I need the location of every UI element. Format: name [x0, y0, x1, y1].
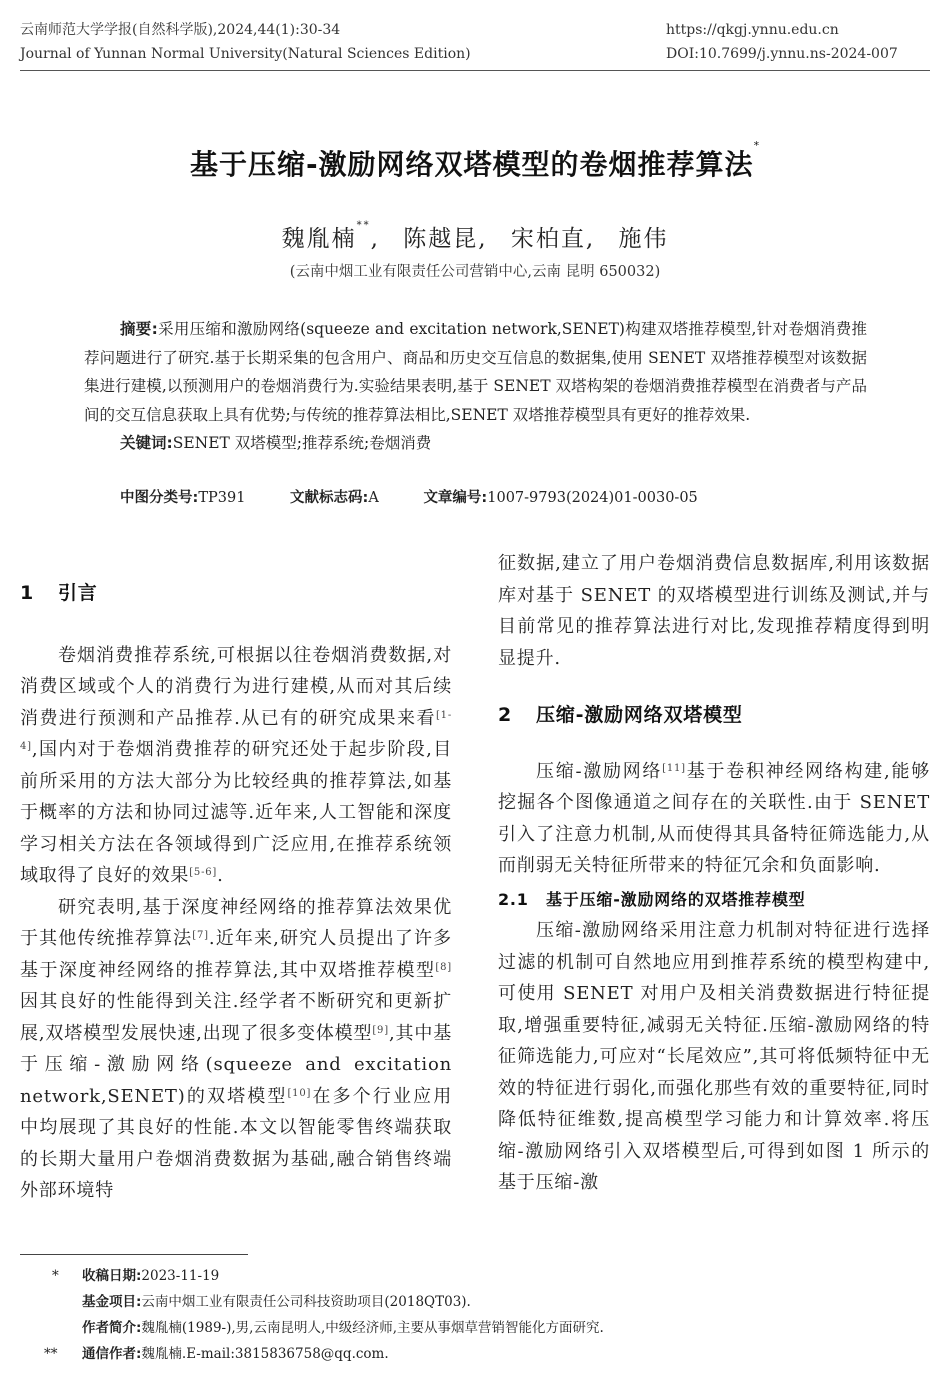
citation[interactable]: [5-6] [189, 867, 218, 878]
author-name: 魏胤楠 [281, 226, 357, 252]
paragraph-text: 研究表明,基于深度神经网络的推荐算法效果优于其他传统推荐算法 [20, 896, 452, 949]
paragraph: 压缩-激励网络采用注意力机制对特征进行选择过滤的机制可自然地应用到推荐系统的模型构建中,可使用 SENET 对用户及相关消费数据进行特征提取,增强重要特征,减弱无关特征.压缩-激励网络的特征筛选能力,可应对“长尾效应”,其可将低频特征中无效的特征进行弱化,而强化那些有效的重要特征,同时降低特征维数,提高模型学习能力和计算效率.将压缩-激励网络引入双塔模型后,可得到如图 1 所示的基于压缩-激 [498, 920, 930, 1193]
paragraph-text: 基于卷积神经网络构建,能够挖掘各个图像通道之间存在的关联性.由于 SENET 引入了注意力机制,从而使得其具备特征筛选能力,从而削弱无关特征所带来的特征冗余和负面影响. [498, 760, 930, 876]
left-column [20, 578, 452, 1207]
footnote-mark: * [52, 1268, 59, 1284]
section-number: 2 [498, 704, 513, 726]
subsection-number: 2.1 [498, 889, 529, 909]
bio-label: 作者简介: [82, 1320, 142, 1336]
author-name: 陈越昆 [403, 226, 479, 252]
section-title: 压缩-激励网络双塔模型 [536, 704, 743, 726]
paragraph-text: 卷烟消费推荐系统,可根据以往卷烟消费数据,对消费区域或个人的消费行为进行建模,从而对其后续消费进行预测和产品推荐.从已有的研究成果来看 [20, 644, 452, 729]
paragraph-text: 压缩-激励网络 [536, 760, 663, 782]
author-name: 施伟 [618, 226, 669, 252]
paragraph-text: 在多个行业应用中均展现了其良好的性能.本文以智能零售终端获取的长期大量用户卷烟消费数据为基础,融合销售终端外部环境特 [20, 1085, 452, 1201]
author-list: 魏胤楠**, 陈越昆, 宋柏直, 施伟 [281, 220, 669, 252]
footnote-received [20, 1263, 930, 1289]
affiliation: (云南中烟工业有限责任公司营销中心,云南 昆明 650032) [289, 264, 661, 280]
citation[interactable]: [1-4] [20, 709, 452, 752]
citation[interactable]: [10] [287, 1087, 312, 1099]
paper-title-text: 基于压缩-激励网络双塔模型的卷烟推荐算法 [189, 148, 754, 181]
footnote-rule [20, 1254, 248, 1255]
received-date: 2023-11-19 [141, 1268, 220, 1284]
doc-code-label: 文献标志码: [290, 490, 369, 506]
footnotes [20, 1263, 930, 1367]
journal-citation: 云南师范大学学报(自然科学版),2024,44(1):30-34 [20, 22, 341, 38]
paragraph [498, 756, 930, 882]
title-footnote-mark: * [753, 139, 761, 152]
doi[interactable]: DOI:10.7699/j.ynnu.ns-2024-007 [666, 46, 898, 62]
keywords: SENET 双塔模型;推荐系统;卷烟消费 [172, 434, 432, 452]
corr-label: 通信作者: [82, 1346, 142, 1362]
right-column [498, 548, 930, 1199]
section-1-heading [20, 578, 452, 610]
author-mark: ** [356, 220, 371, 231]
paragraph-text: ,其中基于压缩-激励网络(squeeze and excitation network,SENET)的双塔模型 [20, 1022, 452, 1107]
citation[interactable]: [11] [662, 762, 686, 774]
received-label: 收稿日期: [82, 1268, 142, 1284]
paragraph [20, 640, 452, 892]
doc-code-value: A [368, 490, 379, 506]
classification-row [120, 486, 738, 507]
paragraph [20, 892, 452, 1207]
fund-text: 云南中烟工业有限责任公司科技资助项目(2018QT03). [141, 1294, 471, 1310]
footnote-mark: ** [44, 1346, 58, 1362]
paragraph-text: . [217, 865, 224, 886]
keywords-label: 关键词: [120, 434, 173, 452]
fund-label: 基金项目: [82, 1294, 142, 1310]
subsection-heading [498, 884, 930, 916]
journal-url[interactable]: https://qkgj.ynnu.edu.cn [666, 22, 839, 38]
abstract-block [84, 315, 867, 458]
paragraph-text: 因其良好的性能得到关注.经学者不断研究和更新扩展,双塔模型发展快速,出现了很多变体模型 [20, 991, 452, 1044]
paragraph-text: ,国内对于卷烟消费推荐的研究还处于起步阶段,目前所采用的方法大部分为比较经典的推荐算法,如基于概率的方法和协同过滤等.近年来,人工智能和深度学习相关方法在各领域得到广泛应用,在推荐系统领域取得了良好的效果 [20, 739, 452, 886]
abstract-text: 采用压缩和激励网络(squeeze and excitation network,SENET)构建双塔推荐模型,针对卷烟消费推荐问题进行了研究.基于长期采集的包含用户、商品和历史交互信息的数据集,使用 SENET 双塔推荐模型对该数据集进行建模,以预测用户的卷烟消费行为.实验结果表明,基于 SENET 双塔构架的卷烟消费推荐模型在消费者与产品间的交互信息获取上具有优势;与传统的推荐算法相比,SENET 双塔推荐模型具有更好的推荐效果. [84, 320, 867, 424]
paper-title [0, 139, 950, 183]
paragraph-text: .近年来,研究人员提出了许多基于深度神经网络的推荐算法,其中双塔推荐模型 [20, 928, 452, 981]
clc-value: TP391 [198, 490, 246, 506]
footnote-fund [20, 1289, 930, 1315]
section-2-heading [498, 700, 930, 732]
section-number: 1 [20, 582, 35, 604]
citation[interactable]: [7] [192, 930, 209, 941]
author-name: 宋柏直 [510, 226, 586, 252]
section-title: 引言 [58, 582, 98, 604]
article-no-label: 文章编号: [423, 490, 488, 506]
paragraph: 征数据,建立了用户卷烟消费信息数据库,利用该数据库对基于 SENET 的双塔模型进行训练及测试,并与目前常见的推荐算法进行对比,发现推荐精度得到明显提升. [498, 553, 930, 669]
footnote-bio [20, 1315, 930, 1341]
journal-name-english: Journal of Yunnan Normal University(Natural Sciences Edition) [20, 46, 471, 62]
article-no-value: 1007-9793(2024)01-0030-05 [487, 490, 698, 506]
header-rule [20, 70, 930, 71]
citation[interactable]: [9] [372, 1024, 389, 1036]
footnote-correspondence [20, 1341, 930, 1367]
bio-text: 魏胤楠(1989-),男,云南昆明人,中级经济师,主要从事烟草营销智能化方面研究. [141, 1320, 604, 1336]
subsection-title: 基于压缩-激励网络的双塔推荐模型 [546, 889, 806, 909]
abstract-label: 摘要: [120, 320, 158, 338]
corr-text[interactable]: 魏胤楠.E-mail:3815836758@qq.com. [141, 1346, 389, 1362]
clc-label: 中图分类号: [120, 490, 199, 506]
citation[interactable]: [8] [435, 961, 452, 973]
